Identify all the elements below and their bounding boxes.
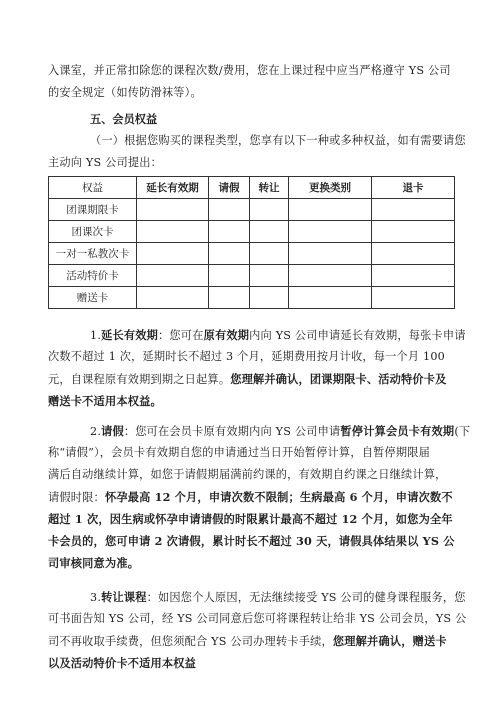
term-transfer: 转让课程: [101, 590, 147, 604]
paragraph-leave-line: [48, 490, 453, 505]
paragraph-extend-line: 赠送卡不适用本权益。: [48, 394, 162, 408]
table-header: 退卡: [372, 177, 455, 199]
intro-line-2: 的安全规定（如传防滑袜等）。: [48, 86, 202, 99]
card-type-label: 赠送卡: [49, 287, 137, 309]
table-cell: [209, 287, 250, 309]
table-header: 权益: [49, 177, 137, 199]
table-cell: [137, 221, 209, 243]
sub-intro-line-1: （一）根据您购买的课程类型，您享有以下一种或多种权益，如有需要请您: [90, 134, 466, 147]
table-cell: [209, 199, 250, 221]
paragraph-leave-line: [90, 424, 470, 439]
table-header: 更换类别: [289, 177, 372, 199]
text-run: 请假时限：: [48, 491, 105, 504]
table-cell: [372, 243, 455, 265]
paragraph-leave-line: [48, 534, 455, 548]
paragraph-extend-line: 次数不超过 1 次，延期时长不超过 3 个月，延期费用按月计收，每一个月 100: [48, 350, 445, 363]
term-suspend-validity: 暂停计算会员卡有效期: [340, 424, 455, 438]
text-run: 元，自课程原有效期到期之日起算。: [48, 373, 231, 386]
table-cell: [137, 265, 209, 287]
table-cell: [289, 287, 372, 309]
card-type-label: 团课期限卡: [49, 199, 137, 221]
intro-line-1: 入课室，并正常扣除您的课程次数/费用，您在上课过程中应当严格遵守 YS 公司: [48, 64, 451, 77]
paragraph-leave-line: 司审核同意为准。: [48, 556, 140, 570]
table-cell: [289, 221, 372, 243]
table-cell: [250, 221, 289, 243]
item-number: 3.: [90, 591, 102, 604]
bold-note: 您理解并确认，团课期限卡、活动特价卡及: [230, 372, 447, 386]
table-cell: [372, 265, 455, 287]
table-cell: [372, 199, 455, 221]
paragraph-leave-line: 超过 1 次，因生病或怀孕申请请假的时限累计最高不超过 12 个月，如您为全年: [48, 512, 453, 526]
paragraph-extend-line: [48, 372, 447, 387]
table-cell: [209, 243, 250, 265]
rights-table: [48, 176, 455, 309]
table-cell: [289, 199, 372, 221]
bold-note: 您理解并确认，赠送卡: [332, 634, 447, 648]
paragraph-transfer-line: [90, 590, 466, 605]
table-cell: [137, 287, 209, 309]
card-type-label: 一对一私教次卡: [49, 243, 137, 265]
table-header-row: [49, 177, 455, 199]
table-cell: [209, 265, 250, 287]
table-cell: [250, 265, 289, 287]
sub-intro-line-2: 主动向 YS 公司提出：: [48, 156, 163, 169]
text-run: ：您可在会员卡原有效期内向 YS 公司申请: [123, 425, 341, 438]
term-original-validity: 原有效期: [203, 328, 250, 342]
table-row: [49, 265, 455, 287]
table-header: 转让: [250, 177, 289, 199]
text-run: (下: [454, 425, 471, 438]
table-row: [49, 221, 455, 243]
term-extend-validity: 延长有效期: [101, 328, 159, 342]
term-leave: 请假: [101, 424, 124, 438]
table-row: [49, 287, 455, 309]
table-cell: [209, 221, 250, 243]
table-header: 请假: [209, 177, 250, 199]
table-cell: [250, 199, 289, 221]
paragraph-transfer-line: [48, 634, 447, 649]
paragraph-leave-line: 满后自动继续计算，如您于请假期届满前约课的，有效期自约课之日继续计算，: [48, 468, 447, 481]
card-type-label: 活动特价卡: [49, 265, 137, 287]
paragraph-transfer-line: 以及活动特价卡不适用本权益: [48, 656, 197, 670]
table-cell: [137, 199, 209, 221]
text-run: 司不再收取手续费，但您须配合 YS 公司办理转卡手续，: [48, 635, 333, 648]
paragraph-leave-line: 称“请假”），会员卡有效期自您的申请通过当日开始暂停计算，自暂停期限届: [48, 446, 431, 459]
table-cell: [137, 243, 209, 265]
text-run: ：您可在: [158, 329, 204, 342]
paragraph-transfer-line: 可书面告知 YS 公司，经 YS 公司同意后您可将课程转让给非 YS 公司会员，YS 公: [48, 612, 467, 625]
table-cell: [372, 287, 455, 309]
text-run: 内向 YS 公司申请延长有效期，每张卡申请: [249, 329, 466, 342]
text-run: 卡会员的，您可申请 2 次请假，: [48, 534, 213, 548]
table-row: [49, 199, 455, 221]
table-cell: [289, 243, 372, 265]
section-heading: 五、会员权益: [90, 112, 158, 126]
card-type-label: 团课次卡: [49, 221, 137, 243]
text-run: ：如因您个人原因，无法继续接受 YS 公司的健身课程服务，您: [146, 591, 466, 604]
table-cell: [250, 287, 289, 309]
item-number: 1.: [90, 329, 102, 342]
table-cell: [289, 265, 372, 287]
paragraph-extend-line: [90, 328, 466, 343]
bold-note: 怀孕最高 12 个月，申请次数不限制；生病最高 6 个月，申请次数不: [104, 490, 453, 504]
table-cell: [250, 243, 289, 265]
item-number: 2.: [90, 425, 102, 438]
table-row: [49, 243, 455, 265]
table-header: 延长有效期: [137, 177, 209, 199]
text-run: 累计时长不超过 30 天，请假具体结果以 YS 公: [212, 534, 455, 548]
table-cell: [372, 221, 455, 243]
